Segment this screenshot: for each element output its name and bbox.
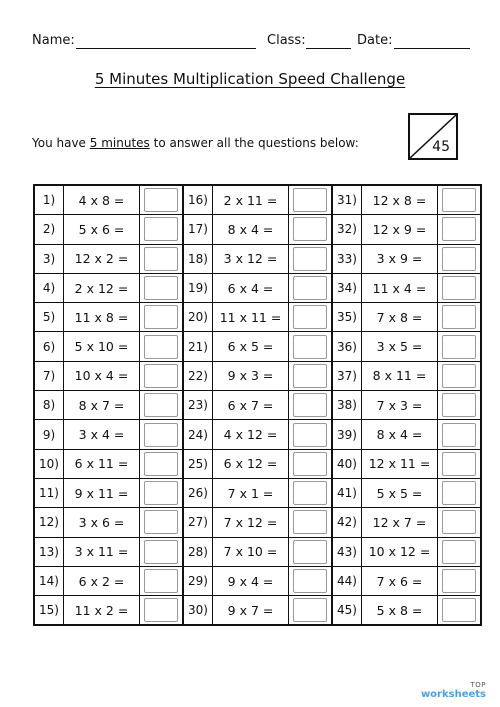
table-row: [34, 244, 481, 273]
answer-box[interactable]: [144, 393, 178, 417]
question-text: 7 x 12 =: [213, 508, 289, 537]
question-text: 3 x 4 =: [64, 420, 140, 449]
answer-cell: [438, 361, 482, 390]
question-number: 18): [183, 244, 213, 273]
answer-box[interactable]: [293, 305, 327, 329]
question-text: 6 x 12 =: [213, 449, 289, 478]
score-total: 45: [432, 139, 450, 155]
answer-box[interactable]: [293, 188, 327, 212]
answer-box[interactable]: [293, 393, 327, 417]
answer-box[interactable]: [144, 217, 178, 241]
answer-cell: [289, 537, 333, 566]
question-text: 11 x 2 =: [64, 596, 140, 626]
question-text: 7 x 1 =: [213, 478, 289, 507]
question-number: 42): [332, 508, 362, 537]
date-blank[interactable]: [394, 48, 470, 49]
question-text: 6 x 11 =: [64, 449, 140, 478]
answer-cell: [289, 273, 333, 302]
table-row: [34, 361, 481, 390]
question-number: 45): [332, 596, 362, 626]
question-number: 43): [332, 537, 362, 566]
question-text: 6 x 2 =: [64, 566, 140, 595]
question-number: 29): [183, 566, 213, 595]
question-text: 3 x 9 =: [362, 244, 438, 273]
answer-box[interactable]: [293, 540, 327, 564]
question-number: 28): [183, 537, 213, 566]
question-number: 39): [332, 420, 362, 449]
question-text: 12 x 9 =: [362, 215, 438, 244]
question-number: 22): [183, 361, 213, 390]
question-number: 27): [183, 508, 213, 537]
question-text: 9 x 11 =: [64, 478, 140, 507]
question-text: 10 x 4 =: [64, 361, 140, 390]
question-text: 3 x 12 =: [213, 244, 289, 273]
answer-cell: [438, 537, 482, 566]
answer-cell: [289, 566, 333, 595]
answer-cell: [438, 244, 482, 273]
question-text: 9 x 7 =: [213, 596, 289, 626]
worksheet-header: [32, 33, 472, 53]
answer-cell: [438, 596, 482, 626]
question-text: 7 x 8 =: [362, 303, 438, 332]
question-number: 41): [332, 478, 362, 507]
class-blank[interactable]: [306, 48, 351, 49]
answer-box[interactable]: [442, 423, 476, 447]
question-grid: [33, 184, 482, 626]
answer-cell: [289, 303, 333, 332]
answer-box[interactable]: [293, 598, 327, 622]
answer-box[interactable]: [144, 247, 178, 271]
answer-cell: [140, 596, 184, 626]
answer-box[interactable]: [293, 217, 327, 241]
answer-cell: [140, 537, 184, 566]
question-text: 6 x 5 =: [213, 332, 289, 361]
answer-cell: [140, 244, 184, 273]
answer-box[interactable]: [293, 364, 327, 388]
question-number: 31): [332, 185, 362, 215]
answer-cell: [289, 244, 333, 273]
answer-box[interactable]: [293, 423, 327, 447]
question-number: 7): [34, 361, 64, 390]
question-text: 8 x 11 =: [362, 361, 438, 390]
answer-box[interactable]: [144, 276, 178, 300]
answer-cell: [289, 185, 333, 215]
answer-box[interactable]: [442, 393, 476, 417]
answer-cell: [438, 478, 482, 507]
date-label: Date:: [357, 33, 393, 48]
answer-box[interactable]: [293, 481, 327, 505]
answer-box[interactable]: [442, 540, 476, 564]
table-row: [34, 449, 481, 478]
question-number: 8): [34, 391, 64, 420]
answer-box[interactable]: [144, 305, 178, 329]
answer-box[interactable]: [442, 452, 476, 476]
question-text: 2 x 12 =: [64, 273, 140, 302]
answer-box[interactable]: [293, 276, 327, 300]
question-number: 38): [332, 391, 362, 420]
question-text: 11 x 8 =: [64, 303, 140, 332]
answer-cell: [438, 185, 482, 215]
question-text: 5 x 6 =: [64, 215, 140, 244]
question-text: 7 x 3 =: [362, 391, 438, 420]
question-number: 9): [34, 420, 64, 449]
question-text: 9 x 3 =: [213, 361, 289, 390]
table-row: [34, 420, 481, 449]
question-text: 12 x 11 =: [362, 449, 438, 478]
name-blank[interactable]: [76, 48, 256, 49]
answer-cell: [438, 303, 482, 332]
answer-cell: [289, 361, 333, 390]
table-row: [34, 478, 481, 507]
page-title: 5 Minutes Multiplication Speed Challenge: [94, 70, 406, 88]
table-row: [34, 303, 481, 332]
answer-cell: [438, 449, 482, 478]
question-number: 21): [183, 332, 213, 361]
question-text: 7 x 6 =: [362, 566, 438, 595]
question-number: 15): [34, 596, 64, 626]
question-number: 14): [34, 566, 64, 595]
table-row: [34, 332, 481, 361]
question-number: 12): [34, 508, 64, 537]
question-text: 6 x 7 =: [213, 391, 289, 420]
question-number: 4): [34, 273, 64, 302]
answer-box[interactable]: [144, 335, 178, 359]
answer-cell: [140, 566, 184, 595]
brand-line-2: worksheets: [420, 689, 486, 700]
answer-box[interactable]: [144, 452, 178, 476]
question-number: 6): [34, 332, 64, 361]
answer-cell: [140, 303, 184, 332]
question-text: 3 x 11 =: [64, 537, 140, 566]
table-row: [34, 391, 481, 420]
answer-box[interactable]: [144, 569, 178, 593]
question-number: 35): [332, 303, 362, 332]
question-text: 8 x 4 =: [213, 215, 289, 244]
question-text: 8 x 4 =: [362, 420, 438, 449]
answer-cell: [438, 391, 482, 420]
answer-cell: [289, 332, 333, 361]
answer-box[interactable]: [144, 510, 178, 534]
question-text: 7 x 10 =: [213, 537, 289, 566]
question-number: 24): [183, 420, 213, 449]
question-text: 12 x 7 =: [362, 508, 438, 537]
question-number: 32): [332, 215, 362, 244]
question-text: 12 x 8 =: [362, 185, 438, 215]
question-number: 30): [183, 596, 213, 626]
answer-cell: [289, 215, 333, 244]
answer-cell: [438, 273, 482, 302]
question-text: 3 x 6 =: [64, 508, 140, 537]
question-number: 11): [34, 478, 64, 507]
question-number: 19): [183, 273, 213, 302]
instructions: You have 5 minutes to answer all the questions below:: [32, 136, 359, 150]
question-text: 10 x 12 =: [362, 537, 438, 566]
answer-box[interactable]: [293, 510, 327, 534]
question-number: 1): [34, 185, 64, 215]
answer-box[interactable]: [442, 305, 476, 329]
question-text: 8 x 7 =: [64, 391, 140, 420]
table-row: [34, 508, 481, 537]
answer-cell: [289, 508, 333, 537]
answer-box[interactable]: [442, 276, 476, 300]
answer-cell: [289, 596, 333, 626]
answer-box[interactable]: [442, 217, 476, 241]
table-row: [34, 566, 481, 595]
answer-cell: [140, 449, 184, 478]
question-text: 4 x 8 =: [64, 185, 140, 215]
answer-cell: [140, 361, 184, 390]
answer-cell: [438, 215, 482, 244]
question-number: 33): [332, 244, 362, 273]
answer-box[interactable]: [144, 423, 178, 447]
answer-cell: [438, 332, 482, 361]
question-text: 5 x 5 =: [362, 478, 438, 507]
answer-box[interactable]: [144, 364, 178, 388]
answer-box[interactable]: [293, 247, 327, 271]
answer-cell: [289, 391, 333, 420]
table-row: [34, 596, 481, 626]
question-number: 34): [332, 273, 362, 302]
table-row: [34, 273, 481, 302]
question-number: 2): [34, 215, 64, 244]
question-number: 44): [332, 566, 362, 595]
answer-cell: [140, 420, 184, 449]
answer-box[interactable]: [442, 247, 476, 271]
question-text: 4 x 12 =: [213, 420, 289, 449]
answer-cell: [140, 391, 184, 420]
question-number: 13): [34, 537, 64, 566]
question-number: 3): [34, 244, 64, 273]
question-number: 20): [183, 303, 213, 332]
answer-box[interactable]: [442, 364, 476, 388]
answer-box[interactable]: [144, 540, 178, 564]
brand-line-1: TOP: [470, 681, 486, 689]
answer-cell: [289, 449, 333, 478]
answer-box[interactable]: [442, 569, 476, 593]
question-text: 6 x 4 =: [213, 273, 289, 302]
answer-cell: [438, 420, 482, 449]
question-number: 23): [183, 391, 213, 420]
answer-cell: [140, 185, 184, 215]
answer-box[interactable]: [144, 598, 178, 622]
answer-cell: [289, 420, 333, 449]
question-number: 16): [183, 185, 213, 215]
question-number: 25): [183, 449, 213, 478]
class-label: Class:: [267, 33, 306, 48]
answer-box[interactable]: [442, 510, 476, 534]
answer-box[interactable]: [293, 569, 327, 593]
question-number: 36): [332, 332, 362, 361]
answer-cell: [140, 332, 184, 361]
answer-cell: [438, 508, 482, 537]
answer-box[interactable]: [442, 335, 476, 359]
answer-box[interactable]: [442, 598, 476, 622]
question-text: 5 x 10 =: [64, 332, 140, 361]
answer-box[interactable]: [442, 481, 476, 505]
answer-box[interactable]: [442, 188, 476, 212]
question-number: 26): [183, 478, 213, 507]
table-row: [34, 215, 481, 244]
time-limit: 5 minutes: [89, 136, 150, 150]
question-number: 40): [332, 449, 362, 478]
table-row: [34, 537, 481, 566]
table-row: [34, 185, 481, 215]
answer-box[interactable]: [293, 452, 327, 476]
question-number: 37): [332, 361, 362, 390]
question-text: 11 x 11 =: [213, 303, 289, 332]
name-label: Name:: [32, 33, 75, 48]
brand-logo: [421, 681, 486, 699]
question-text: 11 x 4 =: [362, 273, 438, 302]
answer-box[interactable]: [144, 188, 178, 212]
answer-cell: [438, 566, 482, 595]
answer-cell: [140, 478, 184, 507]
question-text: 2 x 11 =: [213, 185, 289, 215]
score-box: [408, 113, 458, 160]
question-text: 5 x 8 =: [362, 596, 438, 626]
answer-box[interactable]: [293, 335, 327, 359]
question-text: 9 x 4 =: [213, 566, 289, 595]
answer-cell: [140, 508, 184, 537]
question-text: 3 x 5 =: [362, 332, 438, 361]
question-text: 12 x 2 =: [64, 244, 140, 273]
answer-box[interactable]: [144, 481, 178, 505]
question-number: 10): [34, 449, 64, 478]
answer-cell: [140, 273, 184, 302]
question-number: 17): [183, 215, 213, 244]
question-number: 5): [34, 303, 64, 332]
answer-cell: [140, 215, 184, 244]
answer-cell: [289, 478, 333, 507]
